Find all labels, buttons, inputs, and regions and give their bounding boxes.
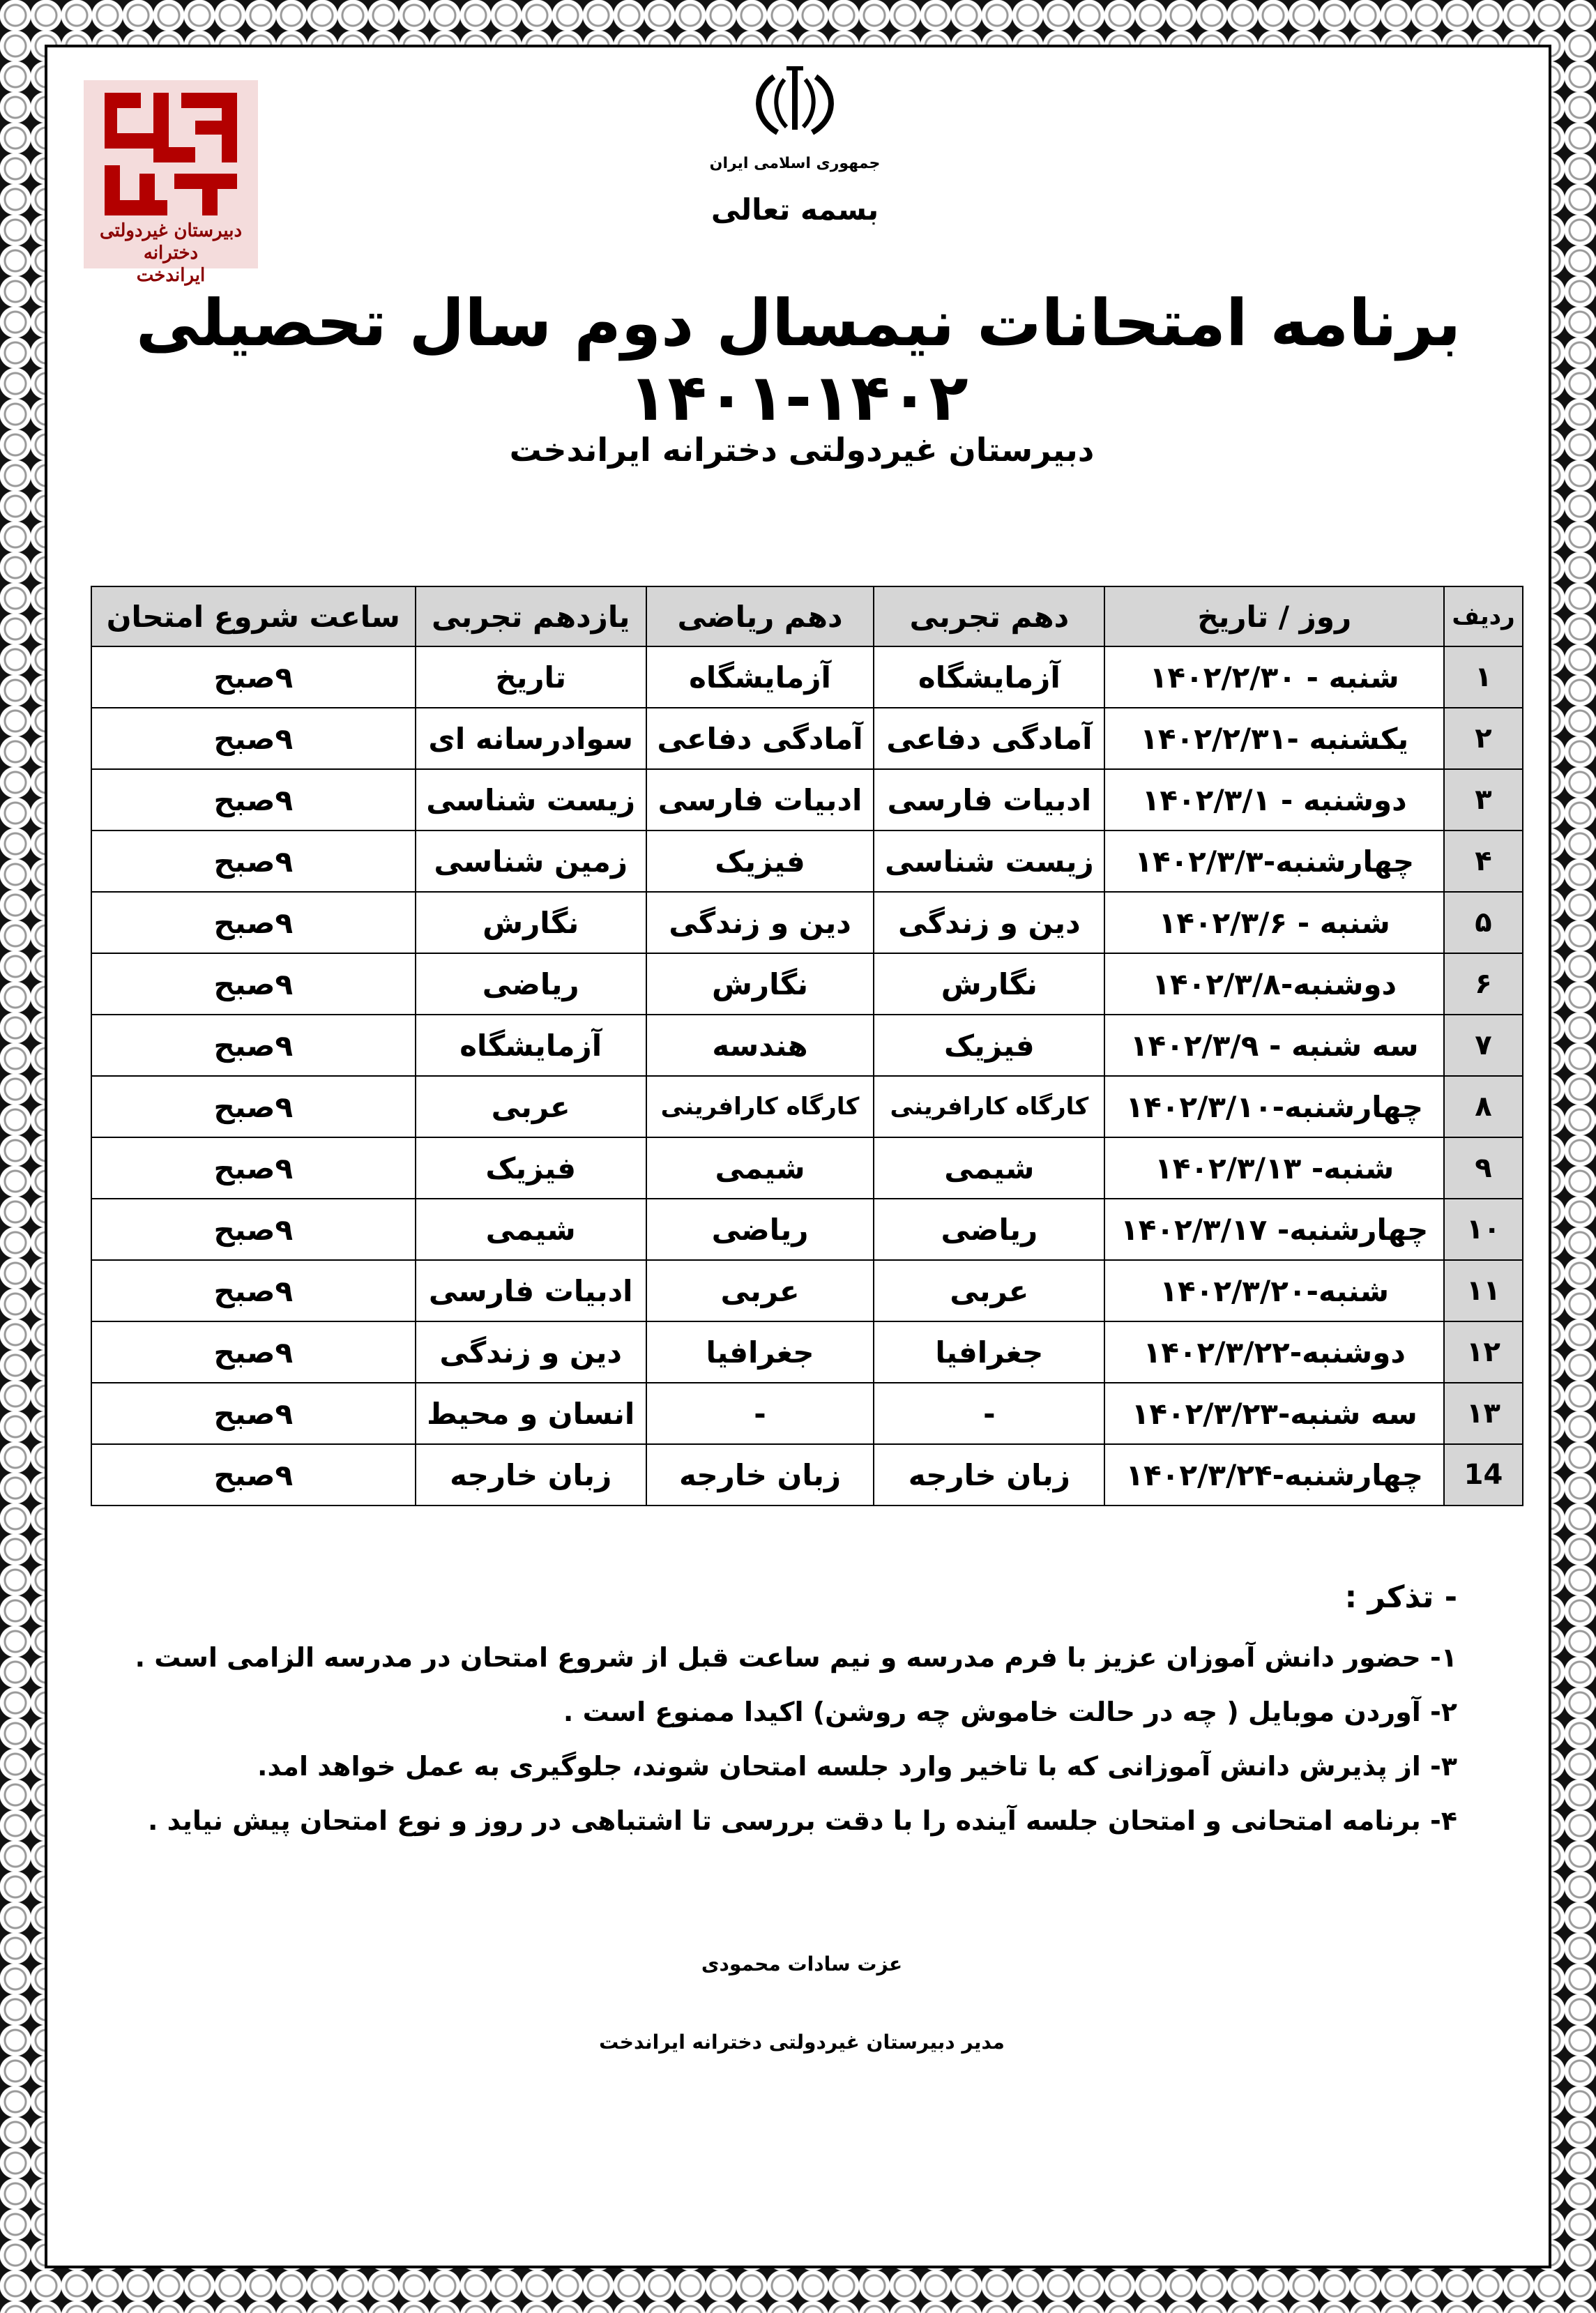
eleventh-science-cell: سوادرسانه ای xyxy=(416,708,646,769)
row-number-cell: ۱۱ xyxy=(1444,1260,1523,1321)
eleventh-science-cell: زمین شناسی xyxy=(416,831,646,892)
notes-heading: - تذکر : xyxy=(1344,1579,1457,1615)
table-row xyxy=(91,953,1523,1015)
tenth-math-cell: ادبیات فارسی xyxy=(646,769,874,831)
row-number-cell: ۴ xyxy=(1444,831,1523,892)
tenth-science-cell: نگارش xyxy=(874,953,1104,1015)
tenth-science-cell: شیمی xyxy=(874,1137,1104,1199)
day-date-cell: یکشنبه -۱۴۰۲/۲/۳۱ xyxy=(1104,708,1444,769)
school-logo xyxy=(84,80,258,286)
note-item: ۲- آوردن موبایل ( چه در حالت خاموش چه روشن) اکیدا ممنوع است . xyxy=(563,1697,1457,1727)
table-row xyxy=(91,1137,1523,1199)
tenth-math-cell: ریاضی xyxy=(646,1199,874,1260)
start-time-cell: ۹صبح xyxy=(91,1321,416,1383)
day-date-cell: دوشنبه-۱۴۰۲/۳/۸ xyxy=(1104,953,1444,1015)
table-row xyxy=(91,1260,1523,1321)
note-item: ۳- از پذیرش دانش آموزانی که با تاخیر وارد جلسه امتحان شوند، جلوگیری به عمل خواهد امد. xyxy=(257,1751,1457,1782)
bismillah: بسمه تعالی xyxy=(710,192,879,227)
start-time-cell: ۹صبح xyxy=(91,892,416,953)
signer-name: عزت سادات محمودی xyxy=(701,1952,903,1975)
row-number-cell: ۹ xyxy=(1444,1137,1523,1199)
tenth-science-cell: جغرافیا xyxy=(874,1321,1104,1383)
row-number-cell: ۸ xyxy=(1444,1076,1523,1137)
header-row-number: ردیف xyxy=(1444,586,1523,646)
day-date-cell: دوشنبه - ۱۴۰۲/۳/۱ xyxy=(1104,769,1444,831)
start-time-cell: ۹صبح xyxy=(91,1015,416,1076)
header-tenth-math: دهم ریاضی xyxy=(646,586,874,646)
eleventh-science-cell: شیمی xyxy=(416,1199,646,1260)
tenth-math-cell: شیمی xyxy=(646,1137,874,1199)
eleventh-science-cell: ریاضی xyxy=(416,953,646,1015)
eleventh-science-cell: عربی xyxy=(416,1076,646,1137)
school-logo-mark xyxy=(98,87,244,220)
table-row xyxy=(91,1321,1523,1383)
eleventh-science-cell: تاریخ xyxy=(416,646,646,708)
logo-caption-line2: ایراندخت xyxy=(136,265,206,286)
day-date-cell: دوشنبه-۱۴۰۲/۳/۲۲ xyxy=(1104,1321,1444,1383)
eleventh-science-cell: انسان و محیط xyxy=(416,1383,646,1444)
iran-emblem-icon xyxy=(746,63,844,146)
row-number-cell: ۳ xyxy=(1444,769,1523,831)
day-date-cell: سه شنبه-۱۴۰۲/۳/۲۳ xyxy=(1104,1383,1444,1444)
eleventh-science-cell: دین و زندگی xyxy=(416,1321,646,1383)
tenth-science-cell: زیست شناسی xyxy=(874,831,1104,892)
start-time-cell: ۹صبح xyxy=(91,831,416,892)
row-number-cell: ۲ xyxy=(1444,708,1523,769)
start-time-cell: ۹صبح xyxy=(91,1260,416,1321)
row-number-cell: ۶ xyxy=(1444,953,1523,1015)
start-time-cell: ۹صبح xyxy=(91,1076,416,1137)
tenth-science-cell: فیزیک xyxy=(874,1015,1104,1076)
header-eleventh-science: یازدهم تجربی xyxy=(416,586,646,646)
day-date-cell: شنبه- ۱۴۰۲/۳/۱۳ xyxy=(1104,1137,1444,1199)
day-date-cell: چهارشنبه-۱۴۰۲/۳/۳ xyxy=(1104,831,1444,892)
start-time-cell: ۹صبح xyxy=(91,1383,416,1444)
signer-title: مدیر دبیرستان غیردولتی دخترانه ایراندخت xyxy=(599,2031,1005,2054)
start-time-cell: ۹صبح xyxy=(91,1444,416,1506)
header-day-date: روز / تاریخ xyxy=(1104,586,1444,646)
tenth-math-cell: هندسه xyxy=(646,1015,874,1076)
day-date-cell: شنبه - ۱۴۰۲/۳/۶ xyxy=(1104,892,1444,953)
tenth-math-cell: نگارش xyxy=(646,953,874,1015)
tenth-math-cell: عربی xyxy=(646,1260,874,1321)
tenth-science-cell: - xyxy=(874,1383,1104,1444)
row-number-cell: ۱۰ xyxy=(1444,1199,1523,1260)
tenth-math-cell: فیزیک xyxy=(646,831,874,892)
day-date-cell: شنبه - ۱۴۰۲/۲/۳۰ xyxy=(1104,646,1444,708)
table-row xyxy=(91,1444,1523,1506)
tenth-math-cell: - xyxy=(646,1383,874,1444)
tenth-science-cell: آمادگی دفاعی xyxy=(874,708,1104,769)
tenth-science-cell: عربی xyxy=(874,1260,1104,1321)
tenth-science-cell: ادبیات فارسی xyxy=(874,769,1104,831)
start-time-cell: ۹صبح xyxy=(91,708,416,769)
page-title: برنامه امتحانات نیمسال دوم سال تحصیلی ۱۴۰۲-۱۴۰۱ xyxy=(135,286,1461,435)
start-time-cell: ۹صبح xyxy=(91,769,416,831)
emblem-caption: جمهوری اسلامی ایران xyxy=(709,155,881,172)
row-number-cell: ۱ xyxy=(1444,646,1523,708)
tenth-science-cell: ریاضی xyxy=(874,1199,1104,1260)
notes-section xyxy=(135,1579,1457,1848)
table-row xyxy=(91,892,1523,953)
day-date-cell: شنبه-۱۴۰۲/۳/۲۰ xyxy=(1104,1260,1444,1321)
day-date-cell: چهارشنبه- ۱۴۰۲/۳/۱۷ xyxy=(1104,1199,1444,1260)
tenth-math-cell: زبان خارجه xyxy=(646,1444,874,1506)
table-row xyxy=(91,1076,1523,1137)
tenth-math-cell: کارگاه کارافرینی xyxy=(646,1076,874,1137)
tenth-math-cell: دین و زندگی xyxy=(646,892,874,953)
table-row xyxy=(91,1199,1523,1260)
start-time-cell: ۹صبح xyxy=(91,646,416,708)
start-time-cell: ۹صبح xyxy=(91,953,416,1015)
tenth-science-cell: دین و زندگی xyxy=(874,892,1104,953)
table-row xyxy=(91,1383,1523,1444)
table-row xyxy=(91,708,1523,769)
row-number-cell: ۵ xyxy=(1444,892,1523,953)
table-row xyxy=(91,831,1523,892)
row-number-cell: ۷ xyxy=(1444,1015,1523,1076)
tenth-science-cell: آزمایشگاه xyxy=(874,646,1104,708)
tenth-science-cell: زبان خارجه xyxy=(874,1444,1104,1506)
eleventh-science-cell: فیزیک xyxy=(416,1137,646,1199)
table-row xyxy=(91,769,1523,831)
tenth-math-cell: جغرافیا xyxy=(646,1321,874,1383)
tenth-science-cell: کارگاه کارافرینی xyxy=(874,1076,1104,1137)
eleventh-science-cell: آزمایشگاه xyxy=(416,1015,646,1076)
eleventh-science-cell: نگارش xyxy=(416,892,646,953)
header-start-time: ساعت شروع امتحان xyxy=(91,586,416,646)
day-date-cell: چهارشنبه-۱۴۰۲/۳/۲۴ xyxy=(1104,1444,1444,1506)
eleventh-science-cell: زبان خارجه xyxy=(416,1444,646,1506)
eleventh-science-cell: ادبیات فارسی xyxy=(416,1260,646,1321)
table-row xyxy=(91,646,1523,708)
row-number-cell: 14 xyxy=(1444,1444,1523,1506)
row-number-cell: ۱۳ xyxy=(1444,1383,1523,1444)
logo-caption-line1: دبیرستان غیردولتی دخترانه xyxy=(99,220,243,264)
start-time-cell: ۹صبح xyxy=(91,1199,416,1260)
table-header-row xyxy=(91,586,1523,646)
exam-schedule-table xyxy=(91,586,1523,1506)
table-row xyxy=(91,1015,1523,1076)
note-item: ۴- برنامه امتحانی و امتحان جلسه آینده را با دقت بررسی تا اشتباهی در روز و نوع امتحان پیش نیاید . xyxy=(147,1805,1457,1836)
day-date-cell: چهارشنبه-۱۴۰۲/۳/۱۰ xyxy=(1104,1076,1444,1137)
day-date-cell: سه شنبه - ۱۴۰۲/۳/۹ xyxy=(1104,1015,1444,1076)
tenth-math-cell: آمادگی دفاعی xyxy=(646,708,874,769)
school-name: دبیرستان غیردولتی دخترانه ایراندخت xyxy=(509,431,1095,469)
row-number-cell: ۱۲ xyxy=(1444,1321,1523,1383)
start-time-cell: ۹صبح xyxy=(91,1137,416,1199)
header-tenth-science: دهم تجربی xyxy=(874,586,1104,646)
tenth-math-cell: آزمایشگاه xyxy=(646,646,874,708)
eleventh-science-cell: زیست شناسی xyxy=(416,769,646,831)
note-item: ۱- حضور دانش آموزان عزیز با فرم مدرسه و نیم ساعت قبل از شروع امتحان در مدرسه الزامی است . xyxy=(135,1642,1457,1673)
